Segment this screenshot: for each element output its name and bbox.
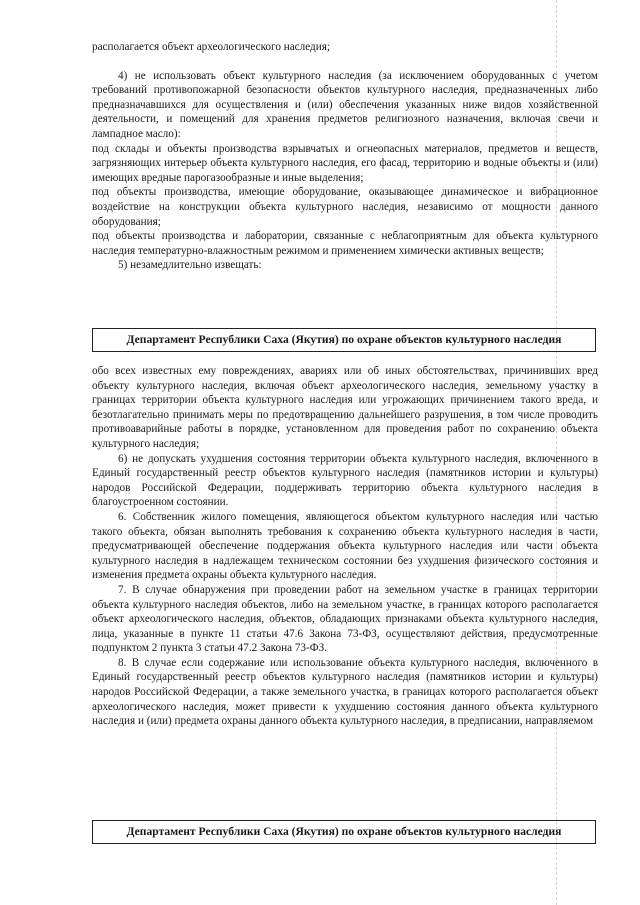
paragraph-damage-notice: обо всех известных ему повреждениях, авариях или об иных обстоятельствах, причинивших вред объекту культурного наследия, включая объект археологического наследия, земельному участку в границах территории объекта культурного наследия или угрожающих причинением такого вреда, и безотлагательно принимать меры по предотвращению дальнейшего разрушения, в том числе проводить противоаварийные работы в порядке, установленном для проведения работ по сохранению объекта культурного наследия; (92, 365, 598, 450)
paragraph-sub-1: под склады и объекты производства взрывчатых и огнеопасных материалов, предметов и веществ, загрязняющих интерьер объекта культурного наследия, его фасад, территорию и водные объекты и (или) имеющих вредные парогазообразные и иные выделения; (92, 142, 598, 184)
paragraph-top-line: располагается объект археологического наследия; (92, 41, 330, 53)
department-banner-1: Департамент Республики Саха (Якутия) по охране объектов культурного наследия (92, 328, 596, 352)
paragraph-item-5: 5) незамедлительно извещать: (118, 259, 262, 272)
paragraph-clause-6: 6. Собственник жилого помещения, являющегося объектом культурного наследия или частью такого объекта, обязан выполнять требования к сохранению объекта культурного наследия в части, предусматривающей обеспечение поддержания объекта культурного наследия или части объекта культурного наследия в надлежащем техническом состоянии без ухудшения физического состояния и изменения предмета охраны объекта культурного наследия. (92, 510, 598, 582)
paragraph-clause-7: 7. В случае обнаружения при проведении работ на земельном участке в границах территории объекта культурного наследия объектов, либо на земельном участке, в границах которого располагается объект археологического наследия, объектов, обладающих признаками объекта культурного наследия, лица, указанные в пункте 11 статьи 47.6 Закона 73-ФЗ, осуществляют действия, предусмотренные подпунктом 2 пункта 3 статьи 47.2 Закона 73-ФЗ. (92, 583, 598, 655)
paragraph-item-4: 4) не использовать объект культурного наследия (за исключением оборудованных с учетом требований противопожарной безопасности объектов культурного наследия, предназначенных либо предназначавшихся для осуществления и (или) обеспечения указанных ниже видов хозяйственной деятельности, и помещений для хранения предметов религиозного назначения, включая свечи и лампадное масло): (92, 69, 598, 140)
paragraph-item-6: 6) не допускать ухудшения состояния территории объекта культурного наследия, включенного в Единый государственный реестр объектов культурного наследия (памятников истории и культуры) народов Российской Федерации, поддерживать территорию объекта культурного наследия в благоустроенном состоянии. (92, 452, 598, 509)
text-block-upper (92, 40, 598, 273)
department-banner-2: Департамент Республики Саха (Якутия) по охране объектов культурного наследия (92, 820, 596, 844)
paragraph-clause-8: 8. В случае если содержание или использование объекта культурного наследия, включенного в Единый государственный реестр объектов культурного наследия (памятников истории и культуры) народов Российской Федерации, а также земельного участка, в границах которого располагается объект археологического наследия, может привести к ухудшению состояния данного объекта культурного наследия и (или) предмета охраны данного объекта культурного наследия, в предписании, направляемом (92, 656, 598, 728)
paragraph-sub-2: под объекты производства, имеющие оборудование, оказывающее динамическое и вибрационное воздействие на конструкции объекта культурного наследия, независимо от мощности данного оборудования; (92, 186, 598, 228)
text-block-lower (92, 364, 598, 729)
paragraph-sub-3: под объекты производства и лаборатории, связанные с неблагоприятным для объекта культурного наследия температурно-влажностным режимом и применением химически активных веществ; (92, 230, 598, 257)
